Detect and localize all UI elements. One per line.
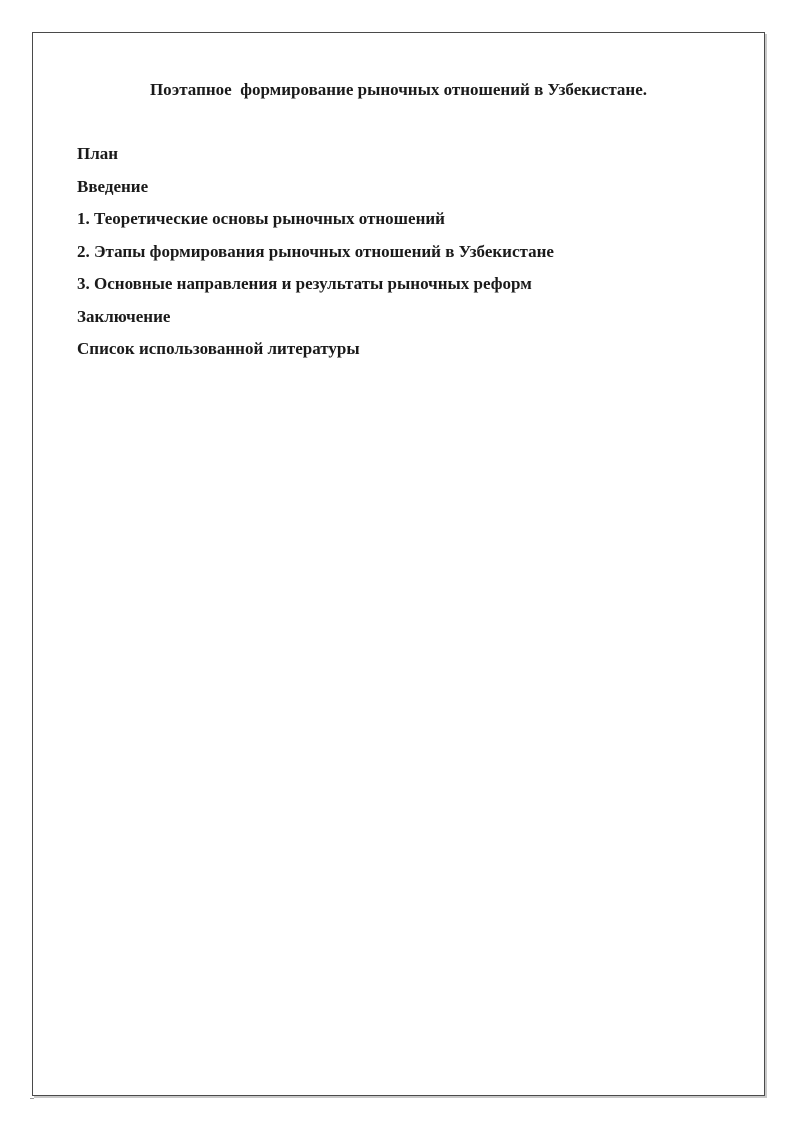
plan-outline [77, 144, 554, 372]
outline-item-section-2: 2. Этапы формирования рыночных отношений в Узбекистане [77, 241, 554, 261]
outline-item-references: Список использованной литературы [77, 339, 360, 358]
outline-item-section-3: 3. Основные направления и результаты рыночных реформ [77, 274, 532, 293]
outline-item-introduction: Введение [77, 176, 149, 196]
outline-item-conclusion: Заключение [77, 306, 171, 326]
page-corner-mark [30, 1098, 34, 1099]
plan-heading: План [77, 144, 119, 163]
document-title: Поэтапное формирование рыночных отношений в Узбекистане. [149, 80, 648, 99]
document-page [32, 32, 765, 1096]
outline-item-section-1: 1. Теоретические основы рыночных отношений [77, 209, 445, 228]
